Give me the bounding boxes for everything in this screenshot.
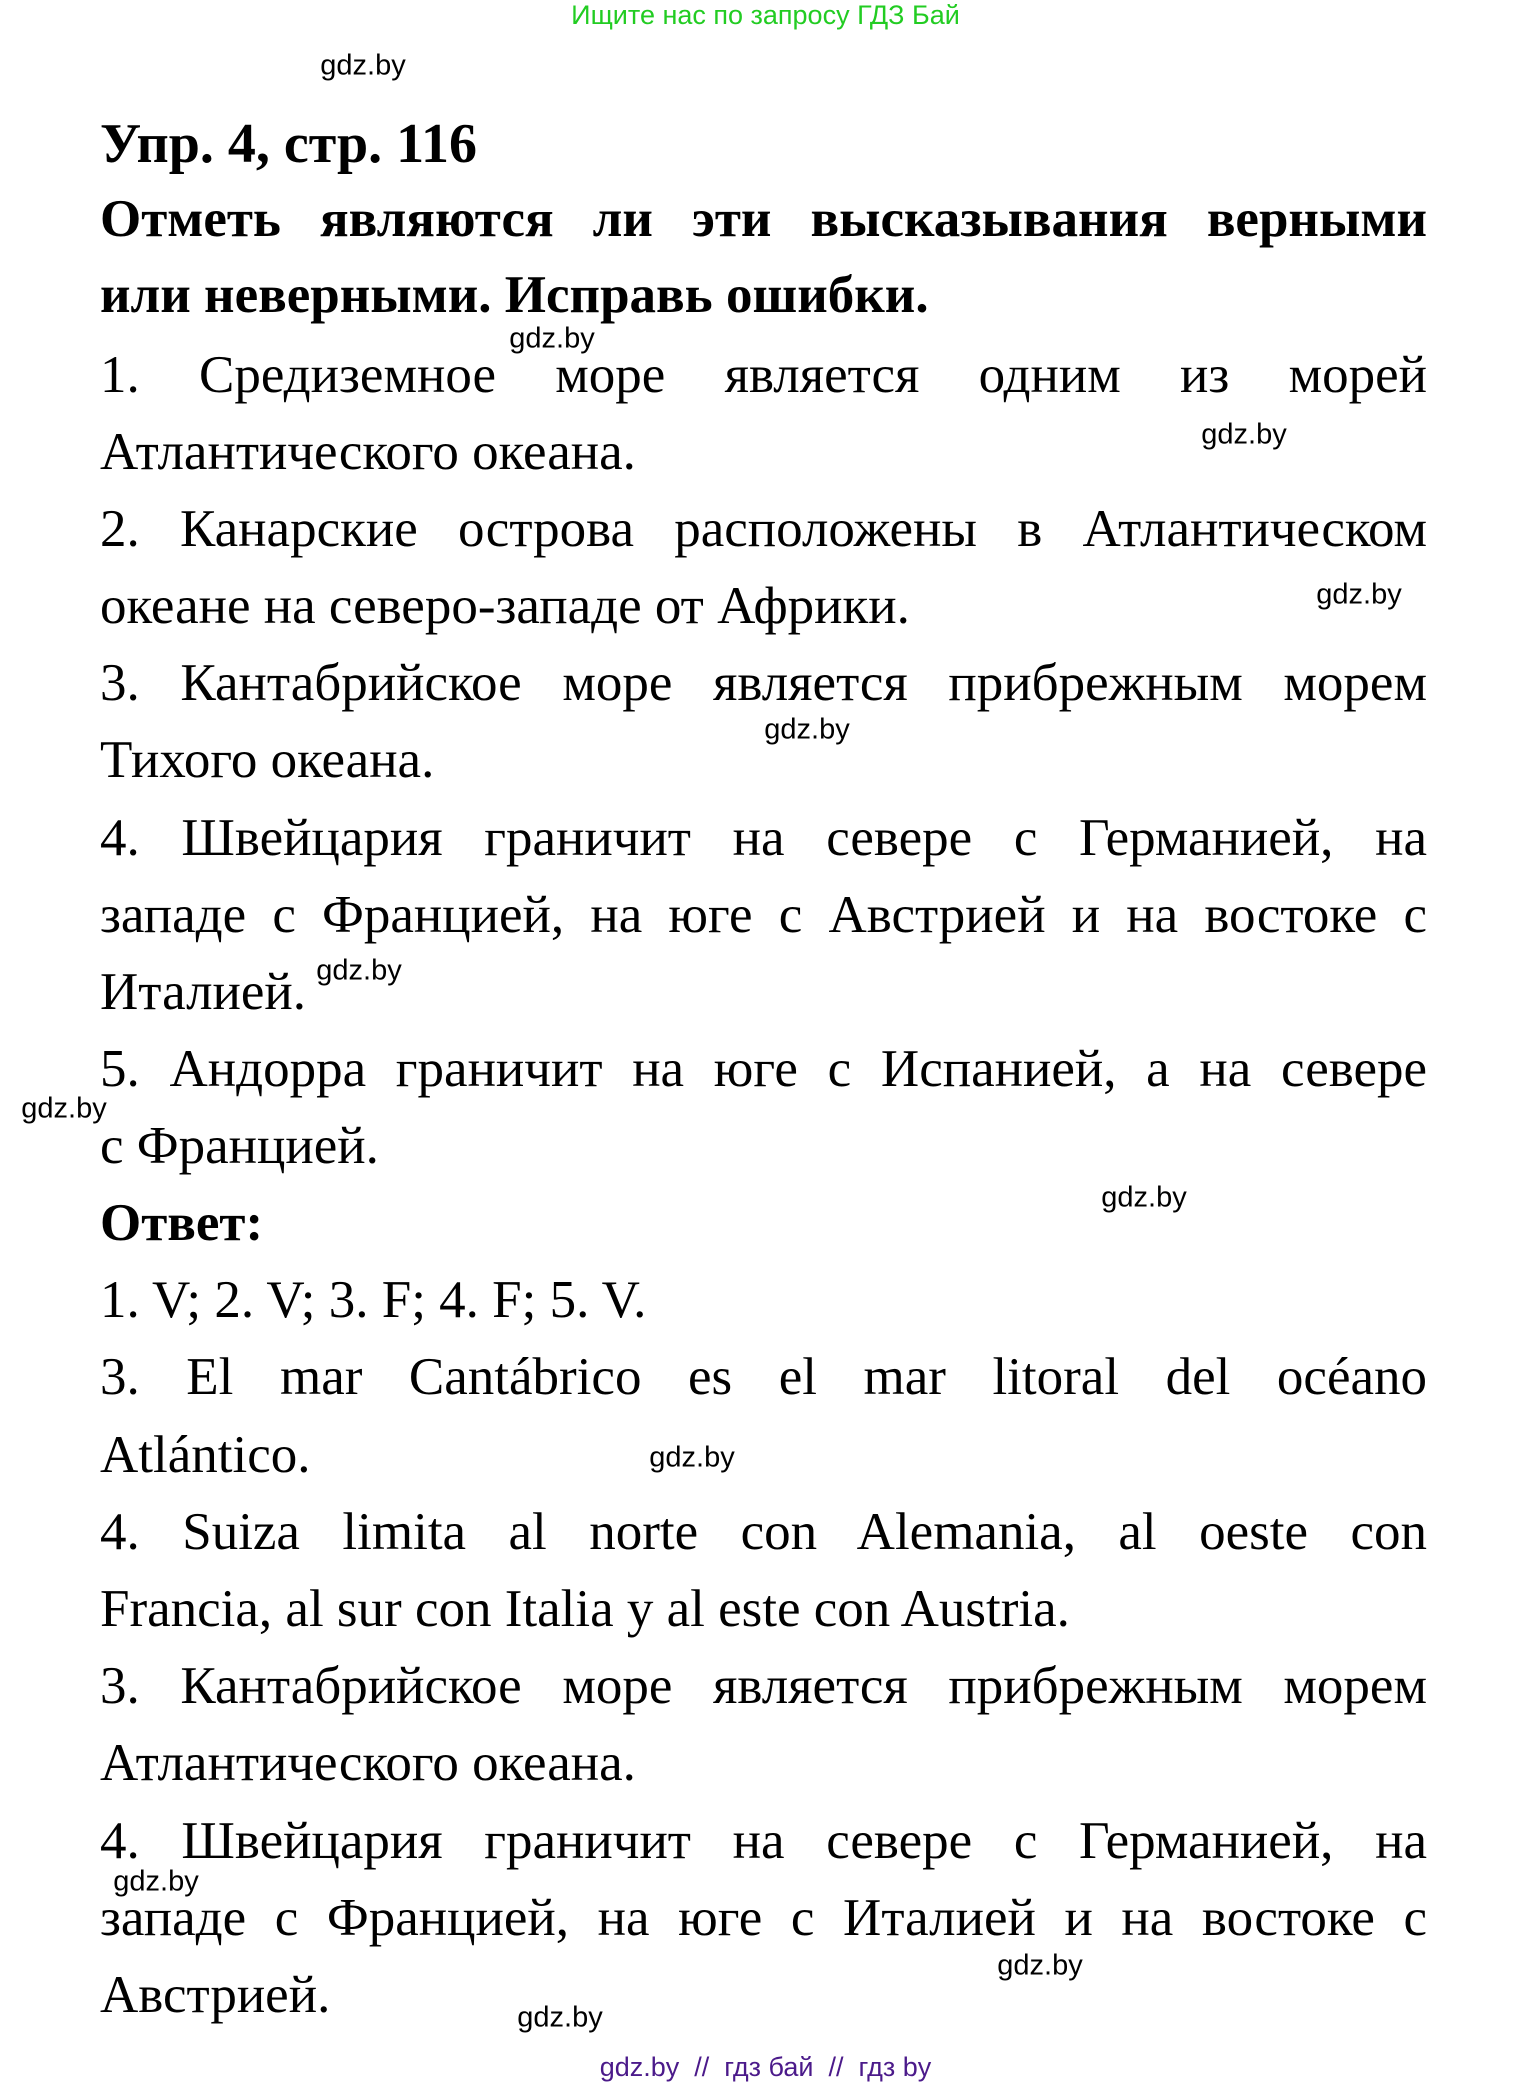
watermark: gdz.by	[21, 1092, 107, 1125]
answer-line: Francia, al sur con Italia y al este con Austria.	[100, 1580, 1070, 1638]
statement-line: Тихого океана.	[100, 731, 435, 789]
watermark: gdz.by	[649, 1441, 735, 1474]
watermark: gdz.by	[764, 713, 850, 746]
answer-label: Ответ:	[100, 1194, 264, 1252]
statement-line: 1. Средиземное море является одним из морей	[100, 346, 1427, 404]
answer-line: Австрией.	[100, 1966, 331, 2024]
statement-line: океане на северо-западе от Африки.	[100, 577, 910, 635]
task-line: Отметь являются ли эти высказывания верными	[100, 190, 1427, 248]
answer-line: Atlántico.	[100, 1426, 311, 1484]
statement-line: Атлантического океана.	[100, 423, 636, 481]
exercise-title: Упр. 4, стр. 116	[100, 113, 478, 175]
watermark: gdz.by	[113, 1865, 199, 1898]
answer-line: Атлантического океана.	[100, 1734, 636, 1792]
watermark: gdz.by	[316, 954, 402, 987]
watermark: gdz.by	[320, 49, 406, 82]
statement-line: Италией.	[100, 963, 307, 1021]
statement-line: 3. Кантабрийское море является прибрежным морем	[100, 654, 1427, 712]
answer-line: 1. V; 2. V; 3. F; 4. F; 5. V.	[100, 1271, 647, 1329]
watermark: gdz.by	[509, 322, 595, 355]
footer-links[interactable]: gdz.by // гдз бай // гдз by	[599, 2052, 932, 2082]
statement-line: 2. Канарские острова расположены в Атлантическом	[100, 500, 1427, 558]
answer-line: 3. El mar Cantábrico es el mar litoral del océano	[100, 1348, 1427, 1406]
statement-line: с Францией.	[100, 1117, 379, 1175]
answer-line: 3. Кантабрийское море является прибрежным морем	[100, 1657, 1427, 1715]
answer-line: западе с Францией, на юге с Италией и на востоке с	[100, 1889, 1427, 1947]
statement-line: 4. Швейцария граничит на севере с Германией, на	[100, 809, 1427, 867]
watermark: gdz.by	[1316, 578, 1402, 611]
search-banner[interactable]: Ищите нас по запросу ГДЗ Бай	[571, 0, 960, 30]
answer-line: 4. Suiza limita al norte con Alemania, al oeste con	[100, 1503, 1427, 1561]
answer-line: 4. Швейцария граничит на севере с Германией, на	[100, 1812, 1427, 1870]
watermark: gdz.by	[1201, 418, 1287, 451]
watermark: gdz.by	[997, 1949, 1083, 1982]
watermark: gdz.by	[517, 2001, 603, 2034]
statement-line: 5. Андорра граничит на юге с Испанией, а на севере	[100, 1040, 1427, 1098]
statement-line: западе с Францией, на юге с Австрией и на востоке с	[100, 886, 1427, 944]
task-line: или неверными. Исправь ошибки.	[100, 266, 929, 324]
watermark: gdz.by	[1101, 1181, 1187, 1214]
